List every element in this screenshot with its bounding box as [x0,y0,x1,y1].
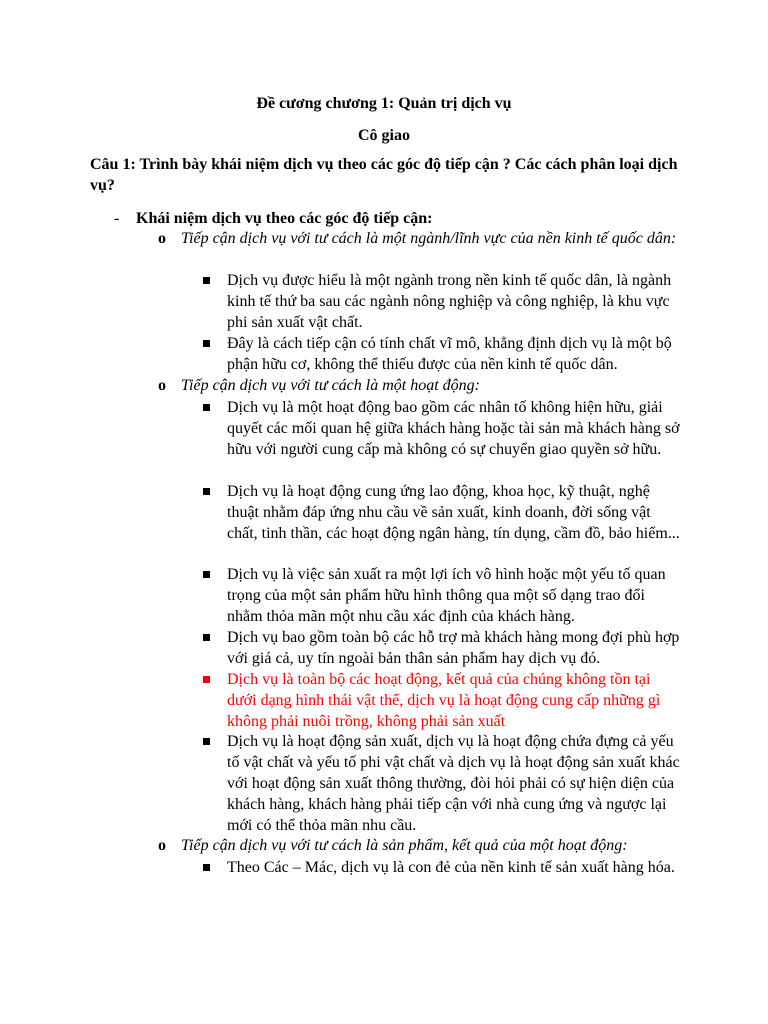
list-item [200,731,680,836]
document-subtitle: Cô giao [358,127,410,144]
question-heading: Câu 1: Trình bày khái niệm dịch vụ theo các góc độ tiếp cận ? Các cách phân loại dịch vụ? [90,156,678,194]
square-bullet-icon [203,676,210,683]
list-item [200,270,680,333]
highlighted-list-item [200,669,680,732]
approach-label: Tiếp cận dịch vụ với tư cách là sản phẩm, kết quả của một hoạt động: [181,837,628,854]
square-bullet-icon [203,404,210,411]
list-item-text: Dịch vụ là một hoạt động bao gồm các nhân tố không hiện hữu, giải quyết các mối quan hệ giữa khách hàng hoặc tài sản mà khách hàng sở hữu với người cung cấp mà không có sự chuyển giao quyền sở hữu. [227,399,680,458]
list-item [200,333,680,375]
list-item-text: Dịch vụ là việc sản xuất ra một lợi ích vô hình hoặc một yếu tố quan trọng của một sản phẩm hữu hình thông qua một số dạng trao đổi nhằm thỏa mãn một nhu cầu xác định của khách hàng. [227,566,666,625]
square-bullet-icon [203,277,210,284]
list-item [200,397,680,460]
square-bullet-icon [203,488,210,495]
list-item [200,564,680,627]
list-item [200,627,680,669]
approach-label: Tiếp cận dịch vụ với tư cách là một hoạt động: [181,377,480,394]
section-heading [114,208,432,229]
circle-bullet-icon: o [158,837,166,854]
list-item [200,481,680,544]
square-bullet-icon [203,571,210,578]
square-bullet-icon [203,738,210,745]
list-item-text: Theo Các – Mác, dịch vụ là con đẻ của nền kinh tế sản xuất hàng hóa. [227,859,675,876]
square-bullet-icon [203,864,210,871]
dash-marker: - [114,210,120,227]
list-item-text: Đây là cách tiếp cận có tính chất vĩ mô, khẳng định dịch vụ là một bộ phận hữu cơ, không thể thiếu được của nền kinh tế quốc dân. [227,335,672,373]
circle-bullet-icon: o [158,230,166,247]
document-title: Đề cương chương 1: Quản trị dịch vụ [256,95,512,112]
section-heading-text: Khái niệm dịch vụ theo các góc độ tiếp cận: [136,210,433,227]
square-bullet-icon [203,340,210,347]
approach-item [158,835,688,856]
list-item-text: Dịch vụ là hoạt động cung ứng lao động, khoa học, kỹ thuật, nghệ thuật nhằm đáp ứng nhu cầu về sản xuất, kinh doanh, đời sống vật chất, tinh thần, các hoạt động ngân hàng, tín dụng, cầm đồ, bảo hiểm... [227,483,680,542]
list-item-text: Dịch vụ là toàn bộ các hoạt động, kết quả của chúng không tồn tại dưới dạng hình thái vật thể, dịch vụ là hoạt động cung cấp những gì không phải nuôi trồng, không phải sản xuất [227,671,661,730]
list-item-text: Dịch vụ bao gồm toàn bộ các hỗ trợ mà khách hàng mong đợi phù hợp với giá cả, uy tín ngoài bản thân sản phẩm hay dịch vụ đó. [227,629,680,667]
list-item [200,857,680,878]
circle-bullet-icon: o [158,377,166,394]
approach-label: Tiếp cận dịch vụ với tư cách là một ngành/lĩnh vực của nền kinh tế quốc dân: [181,230,677,247]
list-item-text: Dịch vụ là hoạt động sản xuất, dịch vụ là hoạt động chứa đựng cả yếu tố vật chất và yếu tố phi vật chất và dịch vụ là hoạt động sản xuất khác với hoạt động sản xuất thông thường, đòi hỏi phải có sự hiện diện của khách hàng, khách hàng phải tiếp cận với nhà cung ứng và ngược lại mới có thể thỏa mãn nhu cầu. [227,733,680,834]
approach-item [158,375,688,396]
approach-item [158,228,688,249]
list-item-text: Dịch vụ được hiểu là một ngành trong nền kinh tế quốc dân, là ngành kinh tế thứ ba sau các ngành nông nghiệp và công nghiệp, là khu vực phi sản xuất vật chất. [227,272,672,331]
square-bullet-icon [203,634,210,641]
